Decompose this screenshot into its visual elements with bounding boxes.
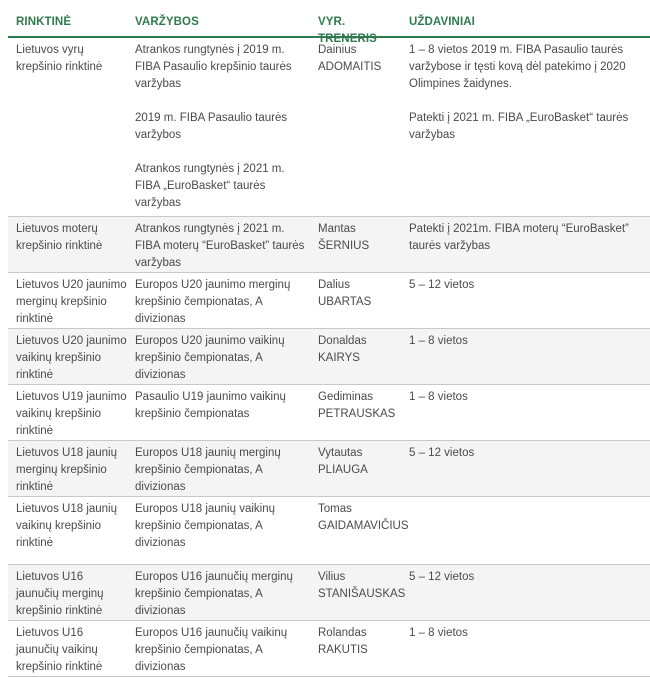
table-row <box>8 273 650 329</box>
competition-text: Pasaulio U19 jaunimo vaikinų krepšinio čempionatas <box>135 391 286 420</box>
team-cell: Lietuvos U16 jaunučių vaikinų krepšinio rinktinė <box>16 627 103 673</box>
team-cell: Lietuvos moterų krepšinio rinktinė <box>16 223 103 252</box>
table-body <box>8 38 650 677</box>
team-cell: Lietuvos U19 jaunimo vaikinų krepšinio rinktinė <box>16 391 127 437</box>
goal-text: Patekti į 2021 m. FIBA „EuroBasket“ taurės varžybas <box>409 112 629 141</box>
competition-text: Atrankos rungtynės į 2019 m. FIBA Pasaulio krepšinio taurės varžybas <box>135 44 292 90</box>
coach-cell: Mantas ŠERNIUS <box>318 223 370 252</box>
team-cell: Lietuvos vyrų krepšinio rinktinė <box>16 44 103 73</box>
competition-cell <box>127 385 310 440</box>
goals-cell <box>401 217 650 272</box>
team-cell: Lietuvos U20 jaunimo vaikinų krepšinio rinktinė <box>16 335 127 381</box>
table-row <box>8 441 650 497</box>
team-cell: Lietuvos U18 jaunių merginų krepšinio rinktinė <box>16 447 118 493</box>
competition-text: Europos U20 jaunimo vaikinų krepšinio čempionatas, A divizionas <box>135 335 285 381</box>
goal-text: 1 – 8 vietos 2019 m. FIBA Pasaulio taurės varžybose ir tęsti kovą dėl patekimo į 2020 Olimpines žaidynes. <box>409 44 626 90</box>
team-cell: Lietuvos U20 jaunimo merginų krepšinio rinktinė <box>16 279 127 325</box>
goals-cell <box>401 441 650 496</box>
competition-cell <box>127 621 310 676</box>
table-row <box>8 329 650 385</box>
competition-cell <box>127 329 310 384</box>
competition-cell <box>127 217 310 272</box>
competition-cell <box>127 497 310 564</box>
table-row <box>8 621 650 677</box>
goal-text: 1 – 8 vietos <box>409 335 468 347</box>
competition-cell <box>127 273 310 328</box>
coach-cell: Gediminas PETRAUSKAS <box>318 391 396 420</box>
goal-text: 5 – 12 vietos <box>409 447 475 459</box>
goal-text: 1 – 8 vietos <box>409 391 468 403</box>
goals-cell <box>401 565 650 620</box>
goals-cell <box>401 621 650 676</box>
goals-cell <box>401 497 650 564</box>
goal-text: Patekti į 2021m. FIBA moterų “EuroBasket” taurės varžybas <box>409 223 629 252</box>
competition-text: Europos U16 jaunučių vaikinų krepšinio čempionatas, A divizionas <box>135 627 288 673</box>
goal-text: 5 – 12 vietos <box>409 571 475 583</box>
goals-cell <box>401 329 650 384</box>
competition-cell <box>127 565 310 620</box>
table-row <box>8 385 650 441</box>
coach-cell: Donaldas KAIRYS <box>318 335 367 364</box>
table-row <box>8 497 650 565</box>
header-team: RINKTINĖ <box>16 16 72 28</box>
table-row <box>8 565 650 621</box>
competition-cell <box>127 441 310 496</box>
goals-cell <box>401 38 650 216</box>
table-header <box>8 0 650 45</box>
coach-cell: Dalius UBARTAS <box>318 279 372 308</box>
coach-cell: Rolandas RAKUTIS <box>318 627 368 656</box>
header-coach: VYR. TRENERIS <box>318 16 377 45</box>
competition-text: Europos U16 jaunučių merginų krepšinio čempionatas, A divizionas <box>135 571 293 617</box>
header-goals: UŽDAVINIAI <box>409 16 475 28</box>
competition-cell <box>127 38 310 216</box>
goals-cell <box>401 273 650 328</box>
coach-cell: Tomas GAIDAMAVIČIUS <box>318 503 409 532</box>
goal-text: 1 – 8 vietos <box>409 627 468 639</box>
competition-text: Atrankos rungtynės į 2021 m. FIBA moterų “EuroBasket” taurės varžybas <box>135 223 305 269</box>
table-row <box>8 217 650 273</box>
competition-text: Europos U18 jaunių merginų krepšinio čempionatas, A divizionas <box>135 447 281 493</box>
table-row <box>8 38 650 217</box>
competition-text: Atrankos rungtynės į 2021 m. FIBA „EuroBasket“ taurės varžybas <box>135 163 285 209</box>
coach-cell: Vilius STANIŠAUSKAS <box>318 571 406 600</box>
team-cell: Lietuvos U18 jaunių vaikinų krepšinio rinktinė <box>16 503 118 549</box>
header-competition: VARŽYBOS <box>135 16 199 28</box>
team-cell: Lietuvos U16 jaunučių merginų krepšinio rinktinė <box>16 571 104 617</box>
coach-cell: Dainius ADOMAITIS <box>318 44 382 73</box>
national-teams-table <box>8 0 650 677</box>
competition-text: 2019 m. FIBA Pasaulio taurės varžybos <box>135 112 288 141</box>
goals-cell <box>401 385 650 440</box>
coach-cell: Vytautas PLIAUGA <box>318 447 368 476</box>
goal-text: 5 – 12 vietos <box>409 279 475 291</box>
competition-text: Europos U18 jaunių vaikinų krepšinio čempionatas, A divizionas <box>135 503 276 549</box>
competition-text: Europos U20 jaunimo merginų krepšinio čempionatas, A divizionas <box>135 279 291 325</box>
